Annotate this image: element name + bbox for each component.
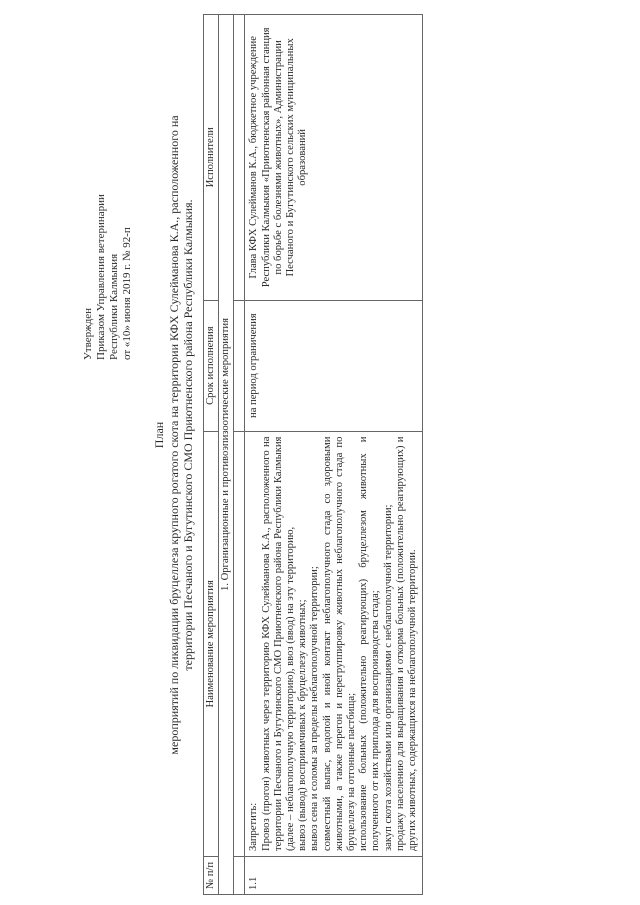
section-row bbox=[219, 15, 234, 895]
column-header-measure: Наименование мероприятия bbox=[204, 431, 219, 856]
column-header-executors: Исполнители bbox=[204, 15, 219, 301]
measure-item: продажу населению для выращивания и откорма больных (положительно реагирующих) и других животных, содержащихся на неблагополучной территории. bbox=[394, 436, 419, 852]
table-cell bbox=[234, 300, 245, 431]
measure-item: вывоз (вывод) восприимчивых к бруцеллезу животных; bbox=[297, 599, 309, 852]
table-row bbox=[234, 15, 245, 895]
measure-item: использование больных (положительно реагирующих) бруцеллезом животных и полученного от них приплода для воспроизводства стада; bbox=[358, 436, 382, 852]
table-cell bbox=[234, 431, 245, 856]
approval-line: Республики Калмыкия bbox=[108, 253, 120, 360]
approval-line: от «10» июня 2019 г. № 92-п bbox=[121, 227, 133, 360]
measure-item: вывоз сена и соломы за пределы неблагополучной территории; bbox=[309, 566, 321, 852]
table-cell bbox=[234, 857, 245, 895]
title-body: мероприятий по ликвидации бруцеллеза крупного рогатого скота на территории КФХ Сулейманова К.А., расположенного на территории Песчаного и Бугутинского СМО Приютненского района Республики Калмыкия. bbox=[167, 115, 195, 755]
measure-item: Провоз (прогон) животных через территорию КФХ Сулейманова К.А., расположенного на территории Песчаного и Бугутинского СМО Приютненского района Республики Калмыкия (далее – неблагополучную территорию), ввоз (ввод) на эту территорию, bbox=[260, 436, 297, 852]
term-cell: на период ограничения bbox=[245, 300, 423, 431]
measure-list bbox=[245, 431, 423, 856]
column-header-term: Срок исполнения bbox=[204, 300, 219, 431]
column-header-number: № п/п bbox=[204, 857, 219, 895]
executors-cell: Глава КФХ Сулейманов К.А., бюджетное учреждение Республики Калмыкия «Приютненская районная станция по борьбе с болезнями животных», Администрации Песчаного и Бугутинского сельских муниципальных образований bbox=[245, 15, 423, 301]
title-heading: План bbox=[152, 421, 166, 449]
measure-item: закуп скота хозяйствами или организациями с неблагополучной территории; bbox=[382, 504, 394, 852]
document-title bbox=[152, 105, 195, 765]
approval-line: Утвержден bbox=[82, 307, 94, 360]
approval-stamp bbox=[82, 194, 134, 360]
table-cell bbox=[234, 15, 245, 301]
table-row bbox=[245, 15, 423, 895]
row-number: 1.1 bbox=[245, 857, 423, 895]
table-header-row bbox=[204, 15, 219, 895]
approval-line: Приказом Управления ветеринарии bbox=[95, 194, 107, 360]
plan-table bbox=[203, 14, 423, 895]
measure-item: совместный выпас, водопой и иной контакт неблагополучного стада со здоровыми животными, а также перегон и перегруппировку животных неблагополучного стада по бруцеллезу на отгонные пастбища; bbox=[321, 436, 358, 852]
measure-intro: Запретить: bbox=[248, 802, 260, 852]
section-title: 1. Организационные и противоэпизоотические мероприятия bbox=[219, 15, 234, 895]
